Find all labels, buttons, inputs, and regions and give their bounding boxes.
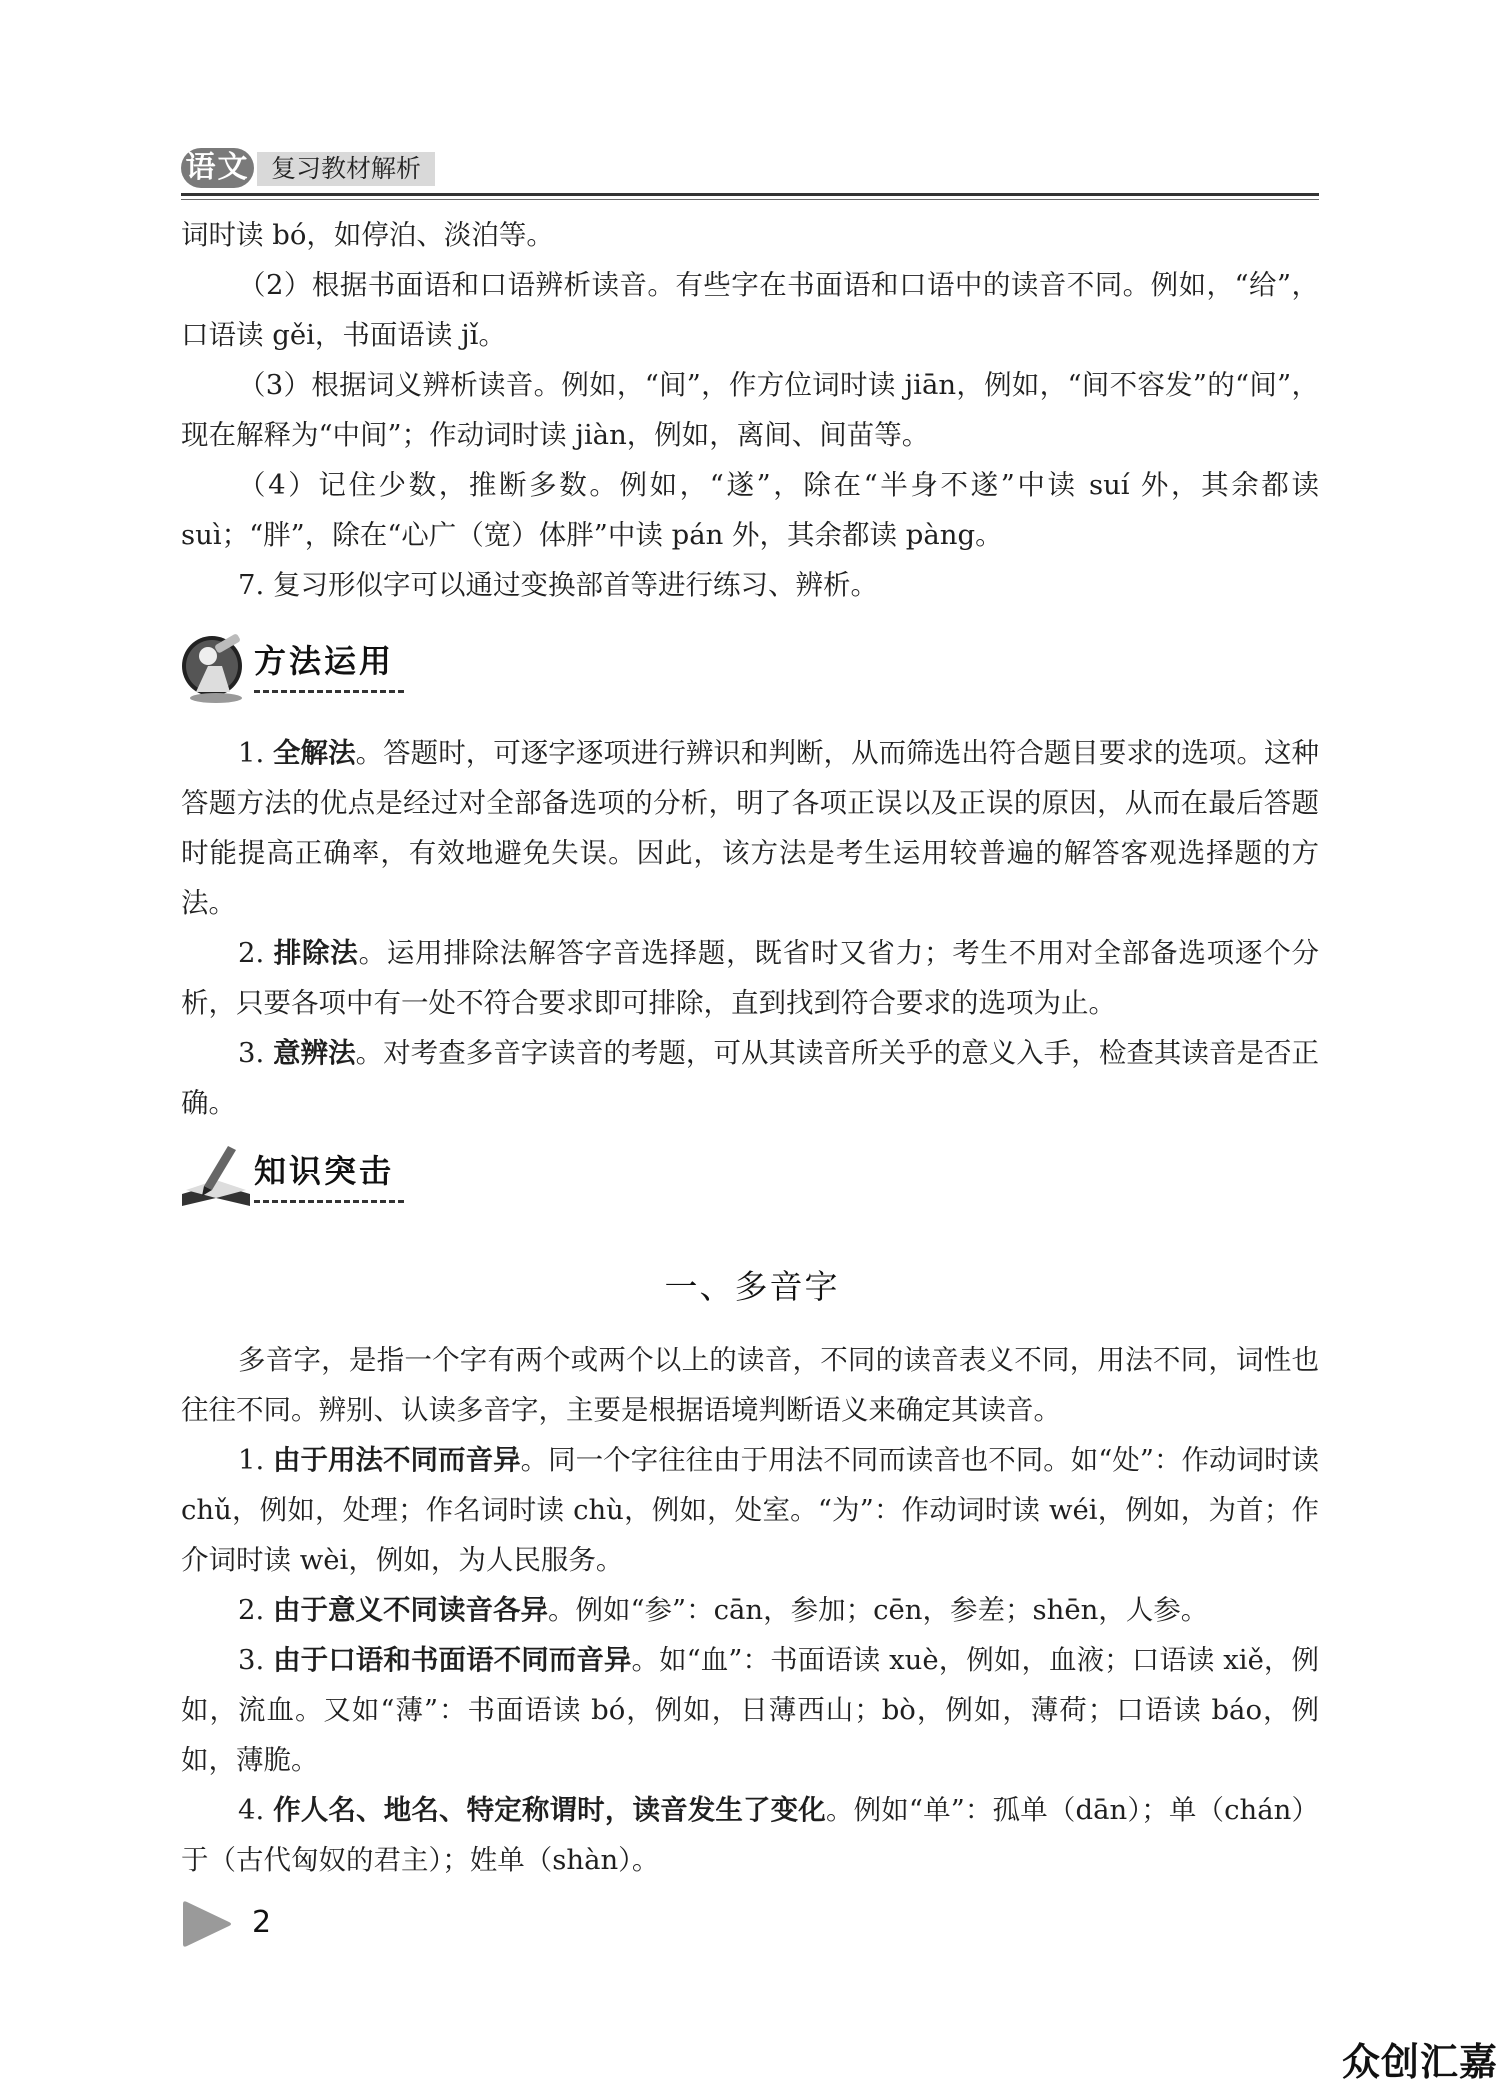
subheading: 一、多音字 — [664, 1267, 840, 1306]
dashed-underline — [254, 690, 404, 693]
point-item: 4. 作人名、地名、特定称谓时，读音发生了变化。例如“单”：孤单（dān）；单（chán）于（古代匈奴的君主）；姓单（shàn）。 — [181, 1794, 1320, 1876]
subject-badge: 语文 — [181, 148, 254, 188]
method-item: 2. 排除法。运用排除法解答字音选择题，既省时又省力；考生不用对全部备选项逐个分析，只要各项中有一处不符合要求即可排除，直到找到符合要求的选项为止。 — [181, 937, 1319, 1019]
paragraph: （2）根据书面语和口语辨析读音。有些字在书面语和口语中的读音不同。例如，“给”，口语读 gěi，书面语读 jǐ。 — [181, 269, 1319, 351]
point-term: 由于用法不同而音异 — [273, 1444, 521, 1476]
method-item: 3. 意辨法。对考查多音字读音的考题，可从其读音所关乎的意义入手，检查其读音是否正确。 — [181, 1037, 1320, 1119]
section-heading-knowledge — [178, 1140, 418, 1220]
intro-paragraph: 多音字，是指一个字有两个或两个以上的读音，不同的读音表义不同，用法不同，词性也往往不同。辨别、认读多音字，主要是根据语境判断语义来确定其读音。 — [181, 1344, 1319, 1426]
section-heading-method — [178, 630, 418, 710]
point-item: 1. 由于用法不同而音异。同一个字往往由于用法不同而读音也不同。如“处”：作动词时读 chǔ，例如，处理；作名词时读 chù，例如，处室。“为”：作动词时读 wéi，例如，为首；作介词时读 wèi，例如，为人民服务。 — [181, 1444, 1319, 1576]
point-term: 作人名、地名、特定称谓时，读音发生了变化 — [273, 1794, 826, 1826]
paragraph: （4）记住少数，推断多数。例如，“遂”，除在“半身不遂”中读 suí 外，其余都读 suì；“胖”，除在“心广（宽）体胖”中读 pán 外，其余都读 pàng。 — [181, 469, 1319, 551]
point-item: 2. 由于意义不同读音各异。例如“参”：cān，参加；cēn，参差；shēn，人参。 — [238, 1594, 1209, 1626]
section-title: 知识突击 — [254, 1152, 395, 1190]
telescope-person-icon — [178, 630, 254, 706]
paragraph: 词时读 bó，如停泊、淡泊等。 — [181, 219, 554, 251]
watermark: 众创汇嘉 — [1341, 2040, 1498, 2084]
paragraph: （3）根据词义辨析读音。例如，“间”，作方位词时读 jiān，例如，“间不容发”的“间”，现在解释为“中间”；作动词时读 jiàn，例如，离间、间苗等。 — [181, 369, 1319, 451]
point-term: 由于口语和书面语不同而音异 — [273, 1644, 632, 1676]
point-item: 3. 由于口语和书面语不同而音异。如“血”：书面语读 xuè，例如，血液；口语读 xiě，例如，流血。又如“薄”：书面语读 bó，例如，日薄西山；bò，例如，薄荷；口语读 báo，例如，薄脆。 — [181, 1644, 1320, 1776]
page-arrow-icon — [181, 1900, 233, 1948]
header-rule — [181, 193, 1319, 196]
dashed-underline — [254, 1200, 404, 1203]
paragraph: 7. 复习形似字可以通过变换部首等进行练习、辨析。 — [238, 569, 878, 601]
header-rule-thin — [181, 199, 1319, 200]
book-pen-icon — [178, 1140, 254, 1216]
method-term: 全解法 — [273, 737, 356, 769]
method-term: 排除法 — [273, 937, 359, 969]
point-term: 由于意义不同读音各异 — [272, 1594, 548, 1626]
method-item: 1. 全解法。答题时，可逐字逐项进行辨识和判断，从而筛选出符合题目要求的选项。这种答题方法的优点是经过对全部备选项的分析，明了各项正误以及正误的原因，从而在最后答题时能提高正确率，有效地避免失误。因此，该方法是考生运用较普遍的解答客观选择题的方法。 — [181, 737, 1320, 919]
method-term: 意辨法 — [273, 1037, 356, 1069]
book-title: 复习教材解析 — [257, 152, 435, 186]
page-number: 2 — [252, 1905, 272, 1940]
section-title: 方法运用 — [254, 642, 395, 680]
